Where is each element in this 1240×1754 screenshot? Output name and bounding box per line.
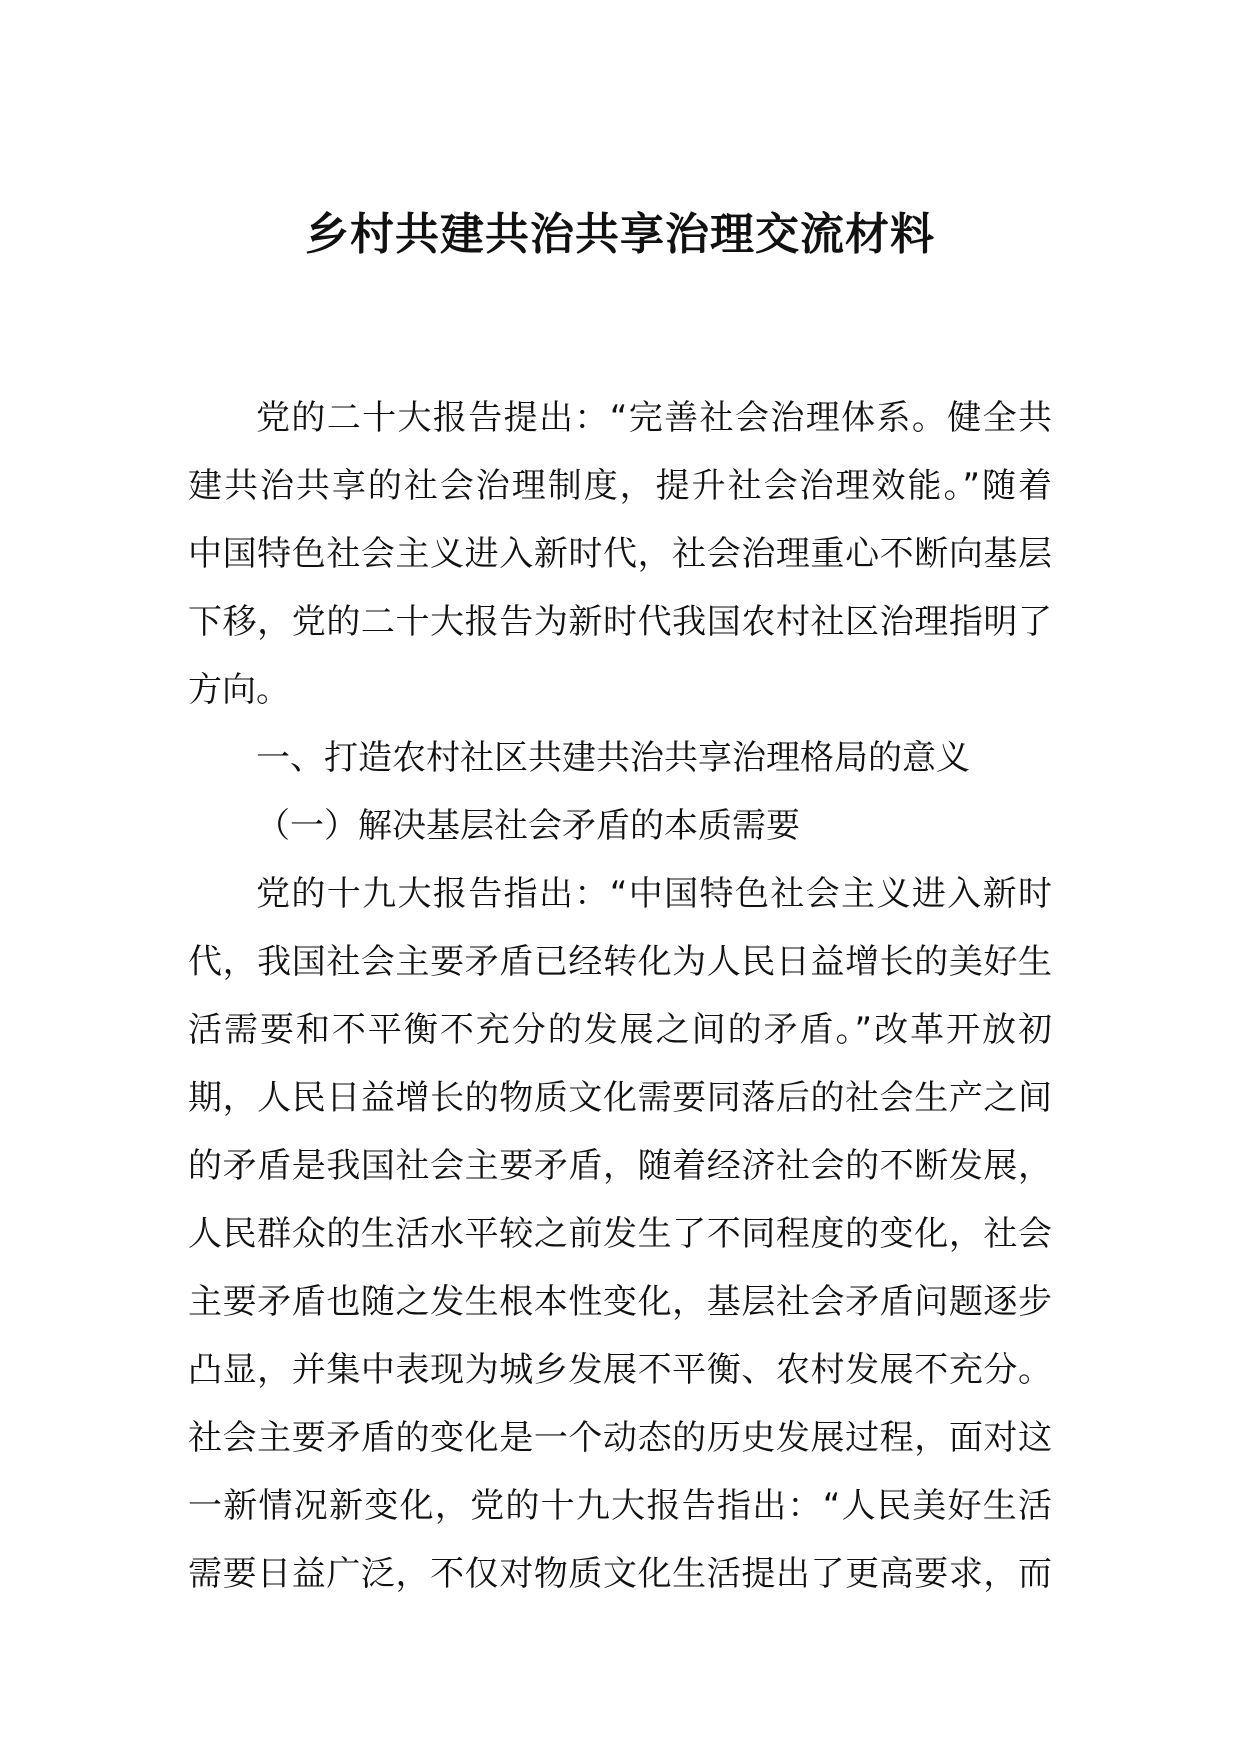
paragraph-line: 党的十九大报告指出：“中国特色社会主义进入新时 [256,874,1052,914]
paragraph-line: 主要矛盾也随之发生根本性变化，基层社会矛盾问题逐步 [188,1282,1052,1322]
paragraph-line: 期，人民日益增长的物质文化需要同落后的社会生产之间 [188,1078,1052,1118]
paragraph-line: 党的二十大报告提出：“完善社会治理体系。健全共 [256,398,1052,438]
paragraph-line: 下移，党的二十大报告为新时代我国农村社区治理指明了 [188,602,1052,642]
paragraph-line: 方向。 [188,670,290,710]
paragraph-line: 人民群众的生活水平较之前发生了不同程度的变化，社会 [188,1214,1052,1254]
paragraph-line: 建共治共享的社会治理制度，提升社会治理效能。”随着 [188,466,1052,506]
paragraph-line: 需要日益广泛，不仅对物质文化生活提出了更高要求，而 [188,1554,1052,1594]
section-heading: 一、打造农村社区共建共治共享治理格局的意义 [256,738,970,778]
paragraph-line: 社会主要矛盾的变化是一个动态的历史发展过程，面对这 [188,1418,1052,1458]
paragraph-line: 凸显，并集中表现为城乡发展不平衡、农村发展不充分。 [188,1350,1052,1390]
paragraph-line: 一新情况新变化，党的十九大报告指出：“人民美好生活 [188,1486,1052,1526]
document-body [188,384,1052,1608]
document-title: 乡村共建共治共享治理交流材料 [305,209,935,260]
paragraph-line: 中国特色社会主义进入新时代，社会治理重心不断向基层 [188,534,1052,574]
paragraph-line: 活需要和不平衡不充分的发展之间的矛盾。”改革开放初 [188,1010,1052,1050]
paragraph-line: 的矛盾是我国社会主要矛盾，随着经济社会的不断发展， [188,1146,1052,1186]
paragraph-line: 代，我国社会主要矛盾已经转化为人民日益增长的美好生 [188,942,1052,982]
subsection-heading: （一）解决基层社会矛盾的本质需要 [256,806,800,846]
